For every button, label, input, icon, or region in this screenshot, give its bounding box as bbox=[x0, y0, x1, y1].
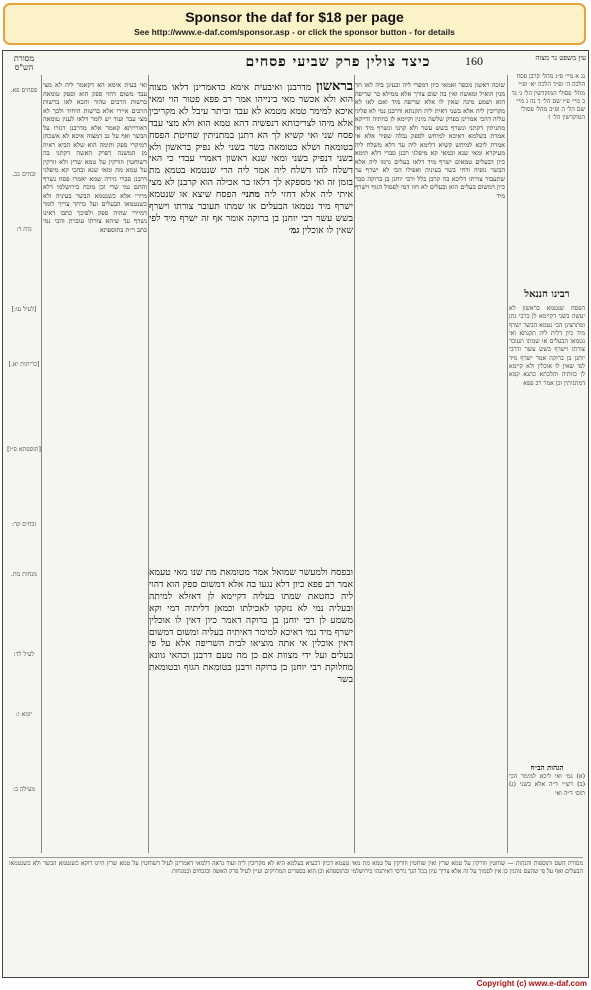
talmud-page bbox=[2, 50, 589, 978]
gemara-text-lower-block bbox=[149, 567, 353, 852]
hagahot-text: (א) גמ׳ ואי ליכא למימר הכי (ב) רש״י ד״ה אלא בשני (ג) תוס׳ ד״ה ואי bbox=[509, 773, 585, 797]
source-note: פסחים פא. bbox=[10, 87, 38, 94]
divider bbox=[41, 75, 42, 853]
source-note: זבחים כב. bbox=[12, 171, 36, 178]
ein-mishpat-text: נג א מיי׳ פ״ג מהל׳ קרבן פסח הלכה ה׳ ופ״ד הלכה יא׳ ופ״י מהל׳ פסולי המוקדשין הל׳ ג׳ נד ב מיי׳ פ״ו שם הל׳ ד נה ג מיי׳ שם הל׳ ה ופ״ב מהל׳ פסולי המוקדשין הל׳ ז׳ bbox=[511, 73, 585, 122]
bottom-notes: מסורת השס ותוספות והגהות — שוחטין וזורקין על טמא שרץ ואין שוחטין וזורקין על טמא מת מאי טעמא דכיון דבעיא בעלמא היא לא מקריבין ליה ועוד נראה דלמאי דאמרינן לעיל דשוחטין על טמא שרץ היינו דוקא כשנטמא הבשר ולא כשנטמאו הבעלים ואף על פי שהעם נוהגין כן אין לסמוך על זה אלא צריך עיון בכל הנך גירסי דאיתנהו בירושלמי ובתוספתא וכן הוא בספרים המדויקים ועיין לעיל פרק האשה ובזבחים ובמנחות bbox=[9, 857, 583, 976]
sponsor-subtitle: See http://www.e-daf.com/sponsor.asp - or click the sponsor button - for details bbox=[134, 27, 455, 37]
rashi-commentary: שזכה ראשון מכפר ואמאי כיון דמפרי ליה ובעינן ביה לאו חד מנין הואיל ומאשה ואין בה שום צורך אלא ממילא בר שריפה הוא ושמע מינה שאין לו אלא שריפה מיד ואם לאו לא מקריבין ליה אלא בשני דאית ליה תקנתא ודרבנן נמי לא פליגי עליה דהכי אמרינן בפרק שלשה מינין וקיימא לן כוותיה ודייקא מתניתין דקתני ונשרף בשש עשר ולא קתני ונשרף מיד ואי אמרת בשלמא דאיכא למיחש לספק נבלה שפיר אלא אי אמרת ליכא למיחש קשיא דלימא ליה עד דלא משלח ליה מעיקרא ומאי שנא ובמאי קא מיפלגי רבנן סברי דלא תימא כיון דבעלים טמאים ישרף מיד דלאו בעלים גרמו ליה אלא הבשר גופיה ודחי בשר בעיניה ואפילו הכי לא ישרף עד שתעבור צורתו דליכא בה קרבן כלל ורבי יוחנן בן ברוקה סבר כיון דמשום בעלים הוא ובעלים לא חזו דמי לפסול הגוף וישרף מיד bbox=[355, 81, 505, 200]
rabbenu-chananel-heading: רבינו חננאל bbox=[524, 289, 570, 300]
page-number: 160 bbox=[465, 54, 483, 68]
sources-heading: מסורת הש"ס bbox=[13, 54, 35, 72]
gemara-text-block bbox=[149, 81, 353, 565]
sponsor-banner[interactable] bbox=[3, 3, 586, 45]
source-note: [כריתות יא.] bbox=[8, 361, 40, 368]
gemara-text: מדרבנן ואיבעית אימא כדאמרינן דלאו מצוה הוא ולא אכשר מאי בינייהו אמר רב פפא פטור הוי ומאי איכא למימר טמא מטמא לא עבד וביתר עיבל לא מקריבין אלא מיהו לצריכותא דנפשיה דהא טמא הוא ולא מצי עבד פסח שני ואי קשיא לך הא דתנן במתניתין שחיטת הפסח בטומאה ושלא בטומאה כשר בשני לא נפיק בראשון ולא בשני דנפיק בשני ומאי שנא ראשון דאמרי עבדי כי האי דשלח להו דשלח ליה אמר ליה הרי שנטמא בטמא מת בזמן זה ואי מספקא לך דלאו בר אכילה הוא קרבנן לא מצי איתי ליה אלא דחזי ליה bbox=[149, 82, 353, 201]
gemara-closing-line: וכהאי גוונא מחלוקת רבי יוחנן בן ברוקה ורבנן בטומאת הגוף ובטומאת בשר bbox=[149, 650, 353, 686]
chapter-title: כיצד צולין פרק שביעי פסחים bbox=[245, 54, 431, 70]
source-note: [תוספתא פ״ז] bbox=[7, 446, 41, 453]
gemara-text-lower: ובפסח ולמעשר שמואל אמר מטומאת מת שנו מאי טעמא אמר רב פפא כיון דלא נגעו בה אלא דמשום ספק הוא דהוי ליה כחטאת שמתו בעליה דקיימא לן דאזלא למיתה ובעליה נמי לא נזקקו לאכילתו וכמאן דליתיה דמי וקא משמע לן רבי יוחנן בן ברוקה דאמר כיון דאין לו אוכלין ישרף מיד נמי דאיכא למימר דאיתיה בעליה ומשום דמשום דאין אוכלין אי אתה מוציאו לבית השריפה אלא על פי בעלים ועל ידי מצוות אם כן מה טעם דרבנן bbox=[149, 567, 353, 662]
ein-mishpat-heading: עין משפט נר מצוה bbox=[535, 54, 586, 62]
sponsor-title: Sponsor the daf for $18 per page bbox=[185, 9, 404, 25]
source-note: זבחים קד: bbox=[11, 521, 37, 528]
gemara-opening-word: בראשון bbox=[316, 81, 353, 94]
source-note: [לעיל עו:] bbox=[11, 306, 37, 313]
copyright-notice[interactable]: Copyright (c) www.e-daf.com bbox=[476, 979, 587, 988]
divider bbox=[507, 75, 508, 853]
source-note: לעיל לד: bbox=[13, 651, 35, 658]
hagahot-heading: הגהות הב״ח bbox=[530, 763, 564, 772]
gemara-label: גמ׳ bbox=[288, 224, 300, 236]
rabbenu-chananel-text: הפסח שנטמא בראשון לא יעשה בשני דקיימא לן כרבי נתן ומתרצינן הכי נטמא הבשר ישרף מיד כיון דלית ליה תקנתא ואי נטמאו הבעלים או שמתו תעובר צורתו וישרף בשש עשר ודרבי יוחנן בן ברוקה אמר ישרף מיד לפי שאין לו אוכלין ולא קיימא לן כוותיה והלכתא כתנא קמא דמתניתין וכן אמר רב פפא bbox=[509, 305, 585, 387]
mishna-label: מתני׳ bbox=[241, 189, 260, 201]
source-note: מנחות מח. bbox=[11, 571, 37, 578]
source-note: מעילה ב: bbox=[12, 786, 36, 793]
source-note: נדה ד: bbox=[16, 226, 32, 233]
source-note: יומא ו: bbox=[15, 711, 33, 718]
tosafot-commentary: ואי בעית אימא הא דקאמר ליה לא מצי עבד משום דהוי ספק הוא וספק טומאה ברשות הרבים טהור והכא לאו ברשות הרבים איירי אלא ברשות היחיד ולכך לא מצי עבד ועוד יש לומר דלאו לענין טומאה דאורייתא קאמר אלא מדרבנן דגזרו על הבשר ואף על גב דמצוה איכא לא אשכחן דמיקרי ספק ותימה הוא שלא הביא ראיה מן המשנה דפרק האשה דקתני בה דשוחטין וזורקין על טמא שרץ ולא זורקין על טמא מת ומאי שנא ובהכי קא מיפלגי דרבנן סברי גזירה שמא יאמרו פסח נשרף והתם נמי שרי וכן מוכח בירושלמי דלא מיירי אלא כשנטמא הבשר בעיניה ולא כשנטמאו הבעלים ועל כרחך צריך לומר דמיירי שהיה ספק ולפיכך כתבו דאינו נשרף עד שיהא צורתו עוברת והכי נמי כתב ר״ת בתוספתא bbox=[43, 81, 147, 234]
mishna-text: הפסח שיצא או שנטמא ישרף מיד נטמאו הבעלים או שמתו תעובר צורתו וישרף בשש עשר רבי יוחנן בן ברוקה אומר אף זה ישרף מיד לפי שאין לו אוכלין bbox=[149, 189, 353, 236]
